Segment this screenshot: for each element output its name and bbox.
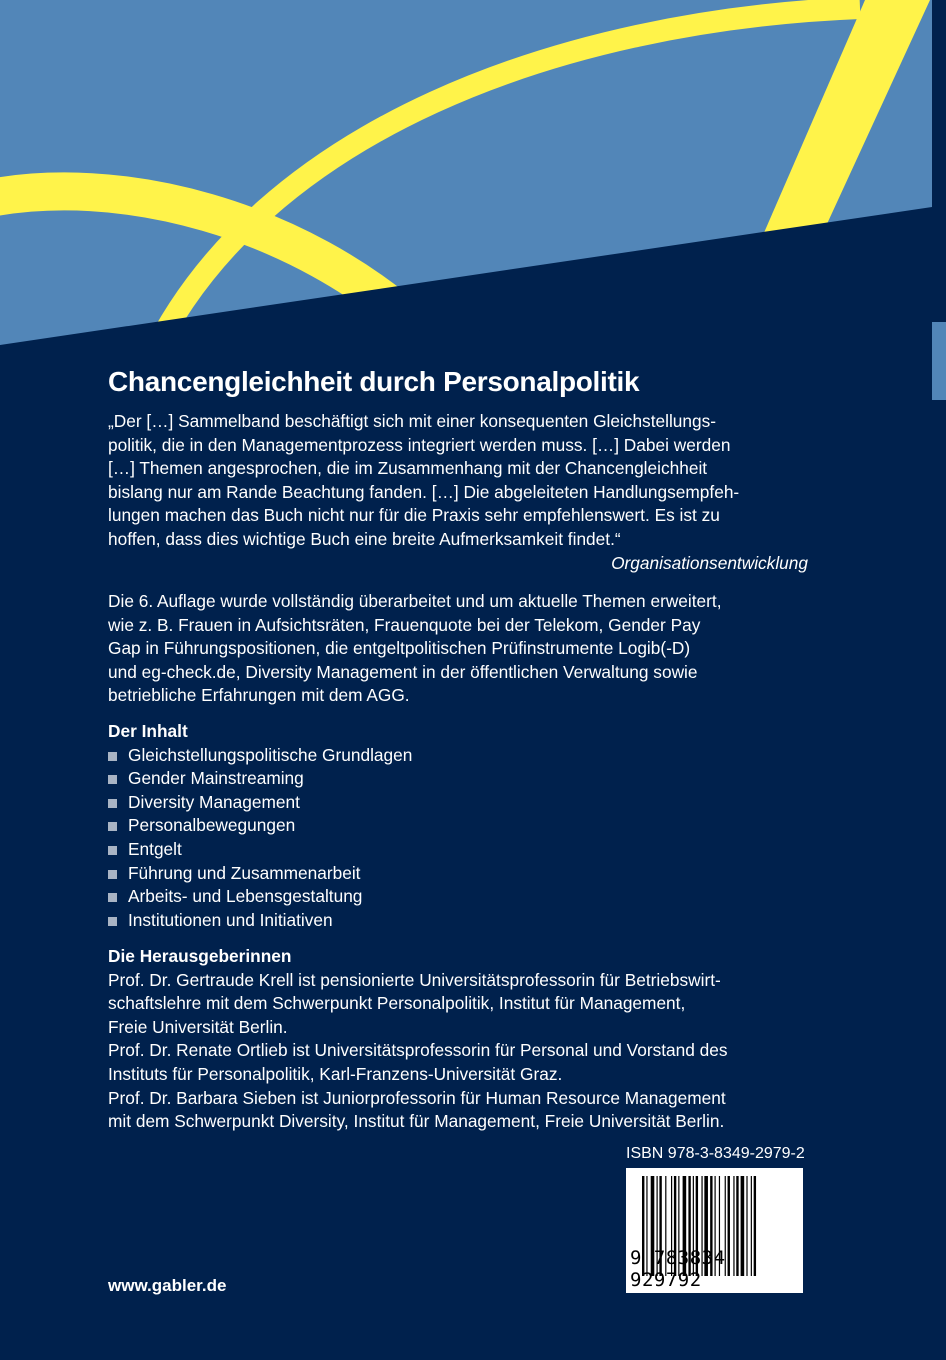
list-item: Institutionen und Initiativen [108, 909, 808, 933]
bullet-icon [108, 870, 117, 879]
barcode [626, 1168, 803, 1293]
contents-section [108, 720, 808, 932]
bullet-icon [108, 775, 117, 784]
list-item: Personalbewegungen [108, 814, 808, 838]
list-item: Diversity Management [108, 791, 808, 815]
editors-section: Die Herausgeberinnen Prof. Dr. Gertraude Krell ist pensionierte Universitätsprofessorin für Betriebswirt- schaftslehre mit dem Schwerpunkt Personalpolitik, Institut für Management, Freie Universität Berlin. Prof. Dr. Renate Ortlieb ist Universitätsprofessorin für Personal und Vorstand des Instituts für Personalpolitik, Karl-Franzens-Universität Graz. Prof. Dr. Barbara Sieben ist Juniorprofessorin für Human Resource Management mit dem Schwerpunkt Diversity, Institut für Management, Freie Universität Berlin. [108, 945, 808, 1134]
bullet-icon [108, 846, 117, 855]
review-quote: „Der […] Sammelband beschäftigt sich mit einer konsequenten Gleichstellungs- politik, die in den Managementprozess integriert werden muss. […] Dabei werden […] Themen angesprochen, die im Zusammenhang mit der Chancengleichheit bislang nur am Rande Beachtung fanden. […] Die abgeleiteten Handlungsempfeh- lungen machen das Buch nicht nur für die Praxis sehr empfehlenswert. Es ist zu hoffen, dass dies wichtige Buch eine breite Aufmerksamkeit findet.“ Organisationsentwicklung [108, 410, 808, 575]
contents-heading: Der Inhalt [108, 721, 188, 741]
cover-graphic [0, 0, 946, 400]
book-title: Chancengleichheit durch Personalpolitik [108, 366, 640, 397]
list-item: Arbeits- und Lebensgestaltung [108, 885, 808, 909]
bullet-icon [108, 799, 117, 808]
quote-source: Organisationsentwicklung [611, 552, 808, 573]
bullet-icon [108, 893, 117, 902]
bullet-icon [108, 917, 117, 926]
list-item: Gleichstellungspolitische Grundlagen [108, 744, 808, 768]
list-item: Entgelt [108, 838, 808, 862]
editors-heading: Die Herausgeberinnen [108, 946, 292, 966]
barcode-digits: 9 783834 929792 [630, 1247, 726, 1291]
isbn-text: ISBN 978-3-8349-2979-2 [626, 1145, 805, 1162]
list-item: Führung und Zusammenarbeit [108, 862, 808, 886]
bullet-icon [108, 822, 117, 831]
list-item: Gender Mainstreaming [108, 767, 808, 791]
publisher-url[interactable]: www.gabler.de [108, 1276, 227, 1295]
edition-description: Die 6. Auflage wurde vollständig überarbeitet und um aktuelle Themen erweitert, wie z. B. Frauen in Aufsichtsräten, Frauenquote bei der Telekom, Gender Pay Gap in Führungspositionen, die entgeltpolitischen Prüfinstrumente Logib(-D) und eg-check.de, Diversity Management in der öffentlichen Verwaltung sowie betriebliche Erfahrungen mit dem AGG. [108, 591, 722, 706]
spine-tab [932, 322, 946, 392]
bullet-icon [108, 752, 117, 761]
